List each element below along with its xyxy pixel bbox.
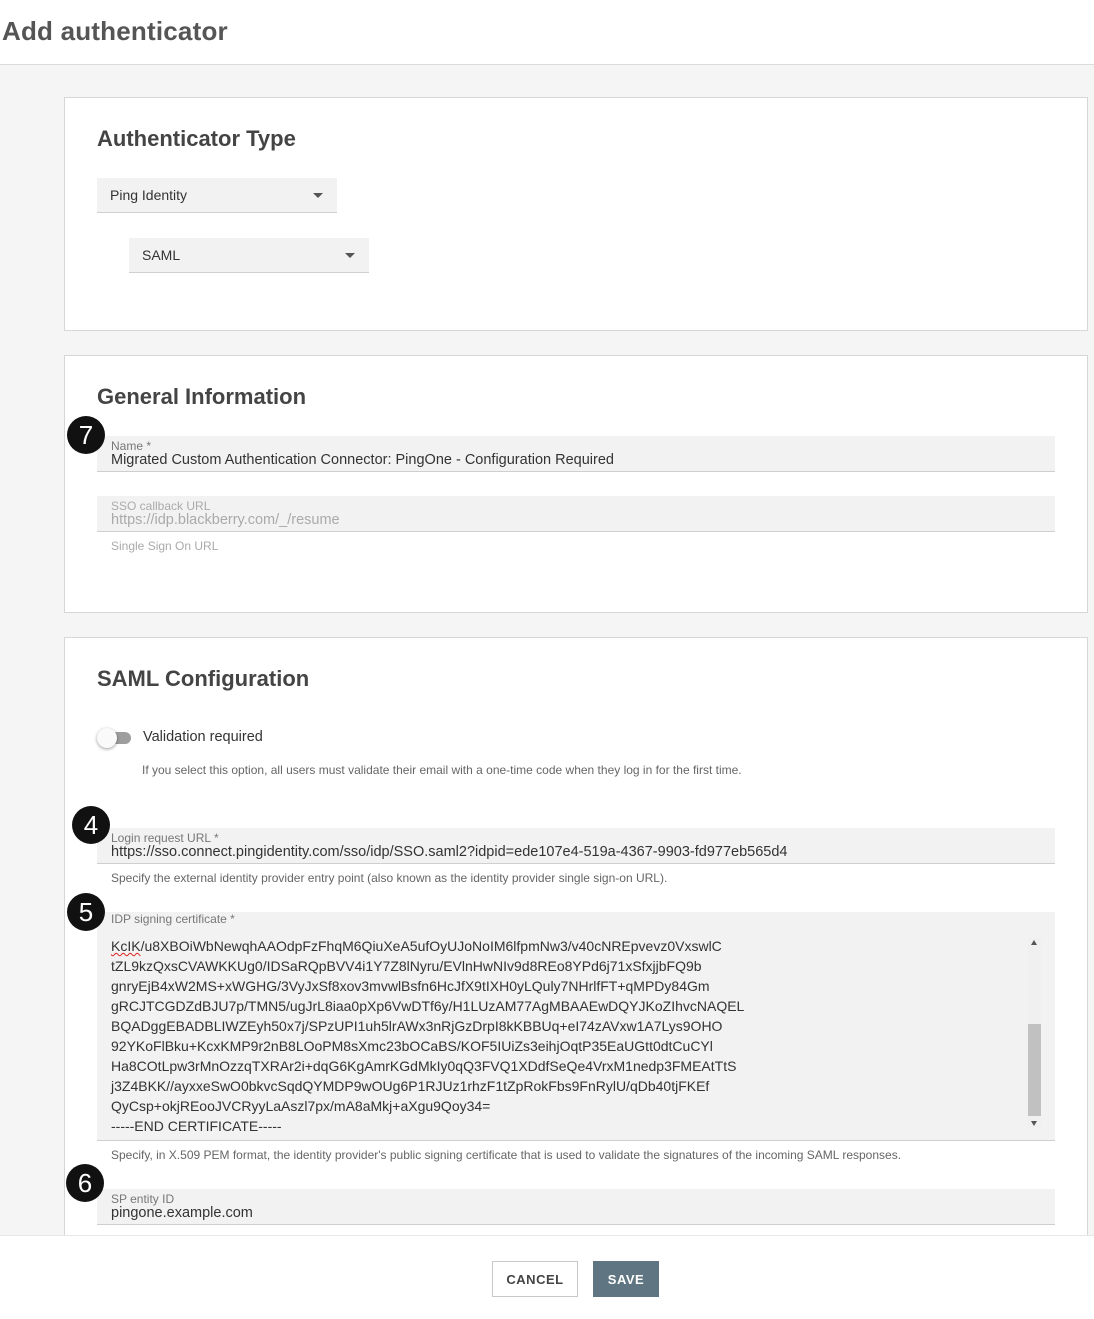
page-title: Add authenticator bbox=[2, 16, 228, 46]
save-button[interactable]: SAVE bbox=[593, 1261, 659, 1297]
general-information-title: General Information bbox=[97, 384, 307, 409]
provider-select[interactable] bbox=[97, 178, 337, 213]
sso-callback-label: SSO callback URL bbox=[111, 499, 211, 513]
certificate-line: 92YKoFlBku+KcxKMP9r2nB8LOoPM8sXmc23bOCaBS/KOF5IUiZs3eihjOqtP35EaUGtt0dtCuCYl bbox=[111, 1038, 713, 1054]
sp-entity-label: SP entity ID bbox=[111, 1192, 175, 1206]
name-field-label: Name * bbox=[111, 439, 152, 453]
cancel-button[interactable]: CANCEL bbox=[492, 1261, 578, 1297]
certificate-first-rest: /u8XBOiWbNewqhAAOdpFzFhqM6QiuXeA5ufOyUJoNoIM6lfpmNw3/v40cNREpvevz0VxswlC bbox=[140, 938, 722, 954]
certificate-line: BQADggEBADBLIWZEyh50x7j/SPzUPI1uh5lrAWx3nRjGzDrpI8kKBBUq+eI74zAVxw1A7Lys9OHO bbox=[111, 1018, 723, 1034]
certificate-helper: Specify, in X.509 PEM format, the identity provider's public signing certificate that is used to validate the signatures of the incoming SAML responses. bbox=[111, 1148, 902, 1162]
name-field-value: Migrated Custom Authentication Connector: PingOne - Configuration Required bbox=[111, 452, 614, 468]
certificate-line: QyCsp+okjREooJVCRyyLaAszl7px/mA8aMkj+aXgu9Qoy34= bbox=[111, 1098, 491, 1114]
protocol-select[interactable] bbox=[129, 238, 369, 273]
sp-entity-field[interactable] bbox=[97, 1189, 1055, 1225]
certificate-label: IDP signing certificate * bbox=[111, 912, 235, 926]
name-field[interactable] bbox=[97, 436, 1055, 472]
certificate-line: gRCJTCGDZdBJU7p/TMN5/ugJrL8iaa0pXp6VwDTf6y/H1LUzAM77AgMBAAEwDQYJKoZIhvcNAQEL bbox=[111, 998, 745, 1014]
certificate-first-word: KcIK bbox=[111, 938, 141, 954]
chevron-down-icon bbox=[313, 193, 323, 198]
certificate-line: gnryEjB4xW2MS+xWGHG/3VyJxSf8xov3mvwlBsfn6HcJfX9tIXH0yLQuly7NHrlfFT+qMPDy84Gm bbox=[111, 978, 710, 994]
authenticator-type-title: Authenticator Type bbox=[97, 126, 296, 151]
certificate-scrollbar[interactable] bbox=[1028, 938, 1041, 1128]
validation-toggle-knob bbox=[97, 728, 117, 748]
scroll-down-arrow-icon[interactable] bbox=[1031, 1121, 1037, 1126]
saml-configuration-title: SAML Configuration bbox=[97, 666, 310, 691]
step-badge-certificate: 5 bbox=[67, 893, 105, 931]
sso-callback-value: https://idp.blackberry.com/_/resume bbox=[111, 512, 340, 528]
form-footer bbox=[0, 1235, 1094, 1319]
validation-label: Validation required bbox=[143, 729, 263, 745]
certificate-line: tZL9kzQxsCVAWKKUg0/IDSaRQpBVV4i1Y7Z8lNyru/EVlnHwNIv9d8REo8YPd6j71xSfxjjbFQ9b bbox=[111, 958, 702, 974]
sp-entity-value: pingone.example.com bbox=[111, 1205, 253, 1221]
certificate-line: -----END CERTIFICATE----- bbox=[111, 1118, 282, 1134]
certificate-line: Ha8COtLpw3rMnOzzqTXRAr2i+dqG6KgAmrKGdMkIy0qQ3FVQ1XDdfSeQe4VrxM1nedp3FMEAtTtS bbox=[111, 1058, 737, 1074]
step-badge-name: 7 bbox=[67, 416, 105, 454]
login-url-value: https://sso.connect.pingidentity.com/sso/idp/SSO.saml2?idpid=ede107e4-519a-4367-9903-fd977eb565d4 bbox=[111, 844, 788, 860]
certificate-line: j3Z4BKK//ayxxeSwO0bkvcSqdQYMDP9wOUg6P1RJUz1rhzF1tZpRokFbs9FnRylU/qDb40tjFKEf bbox=[111, 1078, 710, 1094]
login-url-label: Login request URL * bbox=[111, 831, 219, 845]
step-badge-login-url: 4 bbox=[72, 806, 110, 844]
validation-helper: If you select this option, all users must validate their email with a one-time code when they log in for the first time. bbox=[142, 763, 742, 777]
protocol-select-value: SAML bbox=[142, 247, 181, 263]
certificate-content bbox=[111, 936, 744, 1136]
authenticator-type-card bbox=[64, 97, 1088, 331]
sso-callback-helper: Single Sign On URL bbox=[111, 539, 219, 553]
provider-select-value: Ping Identity bbox=[110, 187, 188, 203]
certificate-textarea[interactable] bbox=[97, 912, 1055, 1141]
scrollbar-thumb[interactable] bbox=[1028, 1024, 1041, 1116]
step-badge-sp-entity: 6 bbox=[66, 1164, 104, 1202]
login-url-field[interactable] bbox=[97, 828, 1055, 864]
saml-configuration-card bbox=[64, 637, 1088, 1235]
general-information-card bbox=[64, 355, 1088, 613]
chevron-down-icon bbox=[345, 253, 355, 258]
validation-toggle[interactable] bbox=[97, 730, 133, 746]
login-url-helper: Specify the external identity provider entry point (also known as the identity provider single sign-on URL). bbox=[111, 871, 668, 885]
form-content[interactable] bbox=[0, 65, 1094, 1235]
page-header bbox=[0, 0, 1094, 65]
sso-callback-field bbox=[97, 496, 1055, 532]
scroll-up-arrow-icon[interactable] bbox=[1031, 940, 1037, 945]
